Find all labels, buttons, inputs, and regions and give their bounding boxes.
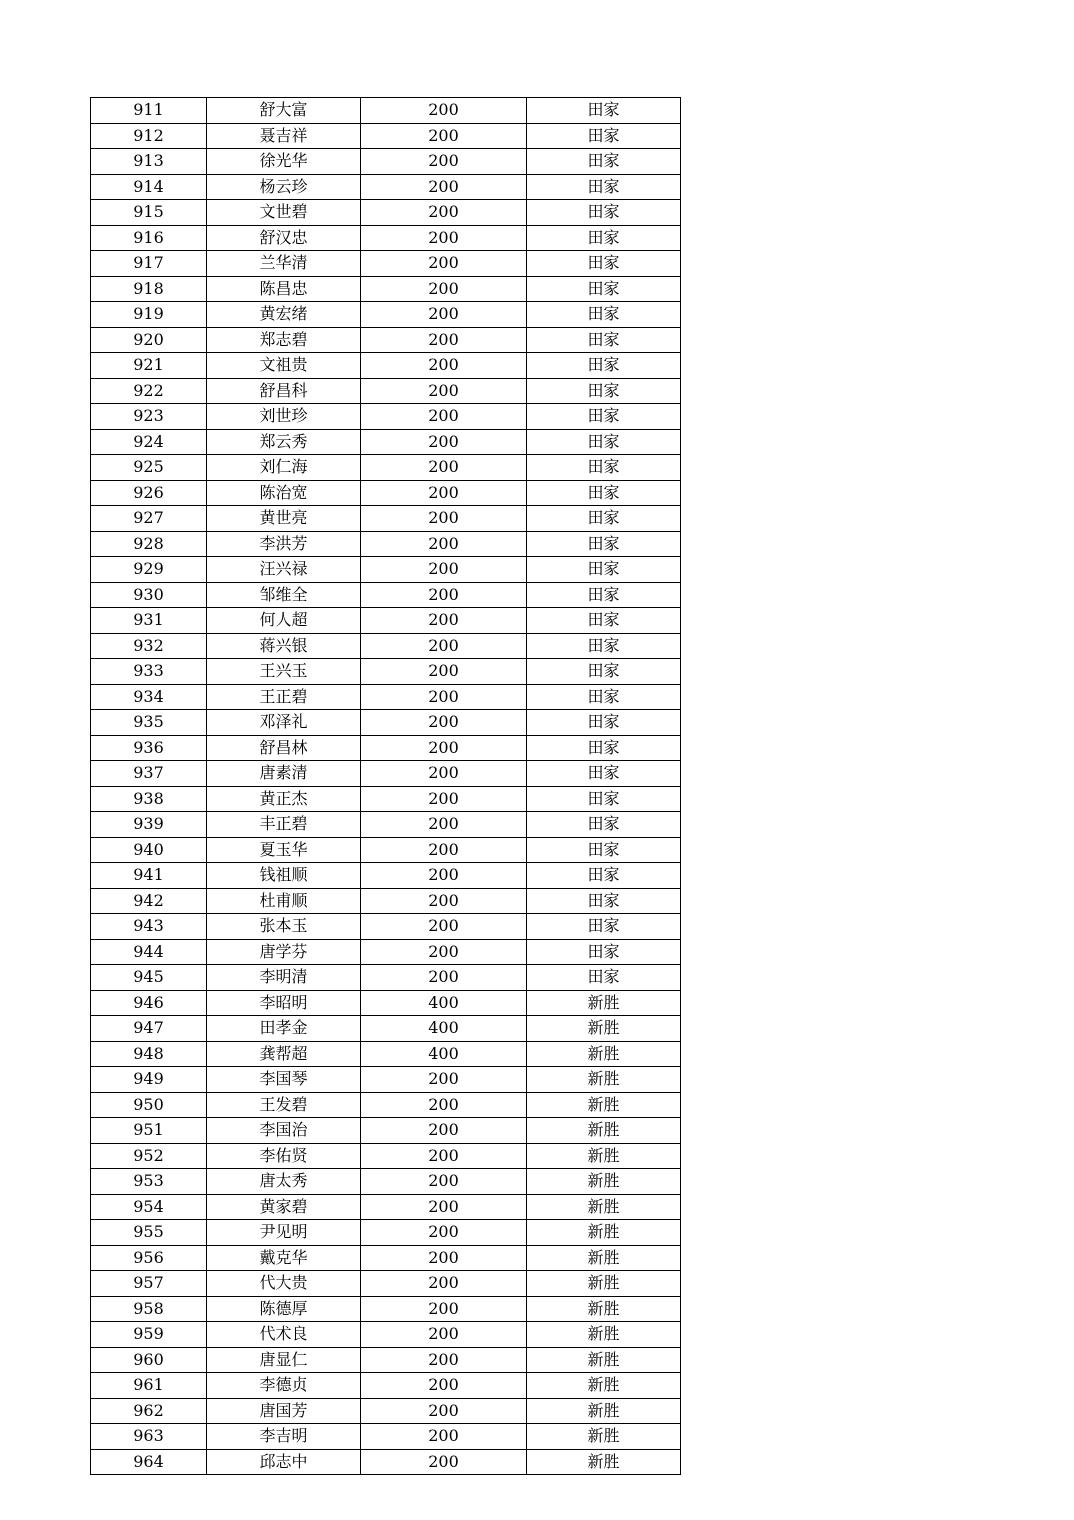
- cell-name: 汪兴禄: [207, 557, 361, 583]
- table-row: [91, 1143, 681, 1169]
- cell-village: 田家: [527, 455, 681, 481]
- cell-amount: 200: [361, 531, 527, 557]
- cell-number: 960: [91, 1347, 207, 1373]
- cell-village: 新胜: [527, 1424, 681, 1450]
- cell-number: 935: [91, 710, 207, 736]
- table-row: [91, 659, 681, 685]
- cell-village: 新胜: [527, 990, 681, 1016]
- cell-name: 舒昌科: [207, 378, 361, 404]
- table-row: [91, 1220, 681, 1246]
- cell-village: 田家: [527, 812, 681, 838]
- cell-amount: 200: [361, 1245, 527, 1271]
- cell-village: 新胜: [527, 1449, 681, 1475]
- cell-name: 陈治宽: [207, 480, 361, 506]
- cell-amount: 200: [361, 888, 527, 914]
- cell-amount: 200: [361, 786, 527, 812]
- cell-amount: 200: [361, 1271, 527, 1297]
- cell-amount: 200: [361, 455, 527, 481]
- cell-number: 961: [91, 1373, 207, 1399]
- cell-number: 943: [91, 914, 207, 940]
- cell-name: 唐太秀: [207, 1169, 361, 1195]
- table-row: [91, 1041, 681, 1067]
- cell-number: 921: [91, 353, 207, 379]
- cell-name: 代大贵: [207, 1271, 361, 1297]
- table-row: [91, 506, 681, 532]
- cell-village: 田家: [527, 659, 681, 685]
- cell-name: 丰正碧: [207, 812, 361, 838]
- cell-village: 新胜: [527, 1092, 681, 1118]
- table-row: [91, 965, 681, 991]
- cell-village: 田家: [527, 251, 681, 277]
- cell-amount: 200: [361, 378, 527, 404]
- cell-number: 954: [91, 1194, 207, 1220]
- cell-amount: 200: [361, 557, 527, 583]
- cell-village: 新胜: [527, 1347, 681, 1373]
- cell-number: 951: [91, 1118, 207, 1144]
- cell-name: 刘世珍: [207, 404, 361, 430]
- cell-village: 新胜: [527, 1041, 681, 1067]
- cell-village: 田家: [527, 837, 681, 863]
- cell-name: 聂吉祥: [207, 123, 361, 149]
- cell-number: 956: [91, 1245, 207, 1271]
- cell-name: 黄宏绪: [207, 302, 361, 328]
- table-row: [91, 225, 681, 251]
- cell-village: 田家: [527, 506, 681, 532]
- cell-amount: 200: [361, 302, 527, 328]
- table-row: [91, 939, 681, 965]
- cell-village: 田家: [527, 480, 681, 506]
- cell-village: 田家: [527, 123, 681, 149]
- cell-number: 962: [91, 1398, 207, 1424]
- cell-number: 953: [91, 1169, 207, 1195]
- cell-village: 田家: [527, 965, 681, 991]
- cell-name: 李德贞: [207, 1373, 361, 1399]
- cell-village: 田家: [527, 531, 681, 557]
- cell-number: 931: [91, 608, 207, 634]
- cell-amount: 200: [361, 123, 527, 149]
- cell-name: 陈德厚: [207, 1296, 361, 1322]
- cell-village: 田家: [527, 200, 681, 226]
- cell-amount: 200: [361, 735, 527, 761]
- cell-amount: 200: [361, 1322, 527, 1348]
- table-row: [91, 1092, 681, 1118]
- cell-amount: 200: [361, 659, 527, 685]
- cell-number: 952: [91, 1143, 207, 1169]
- cell-name: 李国治: [207, 1118, 361, 1144]
- cell-village: 田家: [527, 582, 681, 608]
- cell-name: 杜甫顺: [207, 888, 361, 914]
- cell-amount: 200: [361, 710, 527, 736]
- cell-name: 文世碧: [207, 200, 361, 226]
- cell-village: 新胜: [527, 1220, 681, 1246]
- data-table: [90, 97, 681, 1475]
- cell-amount: 200: [361, 863, 527, 889]
- cell-number: 917: [91, 251, 207, 277]
- cell-name: 龚帮超: [207, 1041, 361, 1067]
- cell-village: 新胜: [527, 1194, 681, 1220]
- table-row: [91, 582, 681, 608]
- table-row: [91, 1322, 681, 1348]
- cell-village: 田家: [527, 684, 681, 710]
- cell-number: 913: [91, 149, 207, 175]
- cell-number: 948: [91, 1041, 207, 1067]
- cell-village: 田家: [527, 710, 681, 736]
- cell-village: 新胜: [527, 1118, 681, 1144]
- cell-village: 新胜: [527, 1016, 681, 1042]
- cell-number: 915: [91, 200, 207, 226]
- cell-amount: 200: [361, 633, 527, 659]
- cell-name: 夏玉华: [207, 837, 361, 863]
- cell-amount: 200: [361, 327, 527, 353]
- cell-name: 王正碧: [207, 684, 361, 710]
- table-row: [91, 276, 681, 302]
- table-row: [91, 251, 681, 277]
- cell-name: 邹维全: [207, 582, 361, 608]
- cell-village: 田家: [527, 174, 681, 200]
- cell-amount: 200: [361, 1373, 527, 1399]
- cell-amount: 200: [361, 1424, 527, 1450]
- cell-name: 钱祖顺: [207, 863, 361, 889]
- cell-amount: 200: [361, 837, 527, 863]
- table-row: [91, 761, 681, 787]
- cell-village: 新胜: [527, 1296, 681, 1322]
- cell-name: 李佑贤: [207, 1143, 361, 1169]
- cell-amount: 400: [361, 1041, 527, 1067]
- cell-village: 田家: [527, 557, 681, 583]
- table-row: [91, 684, 681, 710]
- cell-number: 963: [91, 1424, 207, 1450]
- cell-name: 李洪芳: [207, 531, 361, 557]
- cell-number: 936: [91, 735, 207, 761]
- cell-name: 陈昌忠: [207, 276, 361, 302]
- table-row: [91, 608, 681, 634]
- cell-amount: 200: [361, 404, 527, 430]
- cell-number: 932: [91, 633, 207, 659]
- cell-amount: 200: [361, 200, 527, 226]
- cell-amount: 200: [361, 608, 527, 634]
- table-row: [91, 1169, 681, 1195]
- cell-name: 王发碧: [207, 1092, 361, 1118]
- table-row: [91, 302, 681, 328]
- table-row: [91, 174, 681, 200]
- cell-name: 张本玉: [207, 914, 361, 940]
- cell-name: 徐光华: [207, 149, 361, 175]
- cell-name: 舒大富: [207, 98, 361, 124]
- cell-amount: 200: [361, 1092, 527, 1118]
- cell-amount: 200: [361, 1347, 527, 1373]
- cell-number: 927: [91, 506, 207, 532]
- cell-name: 黄世亮: [207, 506, 361, 532]
- cell-village: 新胜: [527, 1373, 681, 1399]
- cell-amount: 200: [361, 1143, 527, 1169]
- cell-amount: 200: [361, 1118, 527, 1144]
- cell-village: 田家: [527, 98, 681, 124]
- cell-village: 田家: [527, 863, 681, 889]
- cell-number: 924: [91, 429, 207, 455]
- cell-village: 田家: [527, 429, 681, 455]
- cell-number: 919: [91, 302, 207, 328]
- cell-amount: 200: [361, 1220, 527, 1246]
- cell-amount: 200: [361, 98, 527, 124]
- cell-number: 941: [91, 863, 207, 889]
- cell-name: 李昭明: [207, 990, 361, 1016]
- cell-amount: 200: [361, 582, 527, 608]
- table-row: [91, 710, 681, 736]
- cell-number: 947: [91, 1016, 207, 1042]
- cell-amount: 200: [361, 684, 527, 710]
- cell-amount: 200: [361, 480, 527, 506]
- cell-amount: 200: [361, 914, 527, 940]
- cell-name: 蒋兴银: [207, 633, 361, 659]
- cell-village: 田家: [527, 353, 681, 379]
- cell-name: 李明清: [207, 965, 361, 991]
- cell-name: 邱志中: [207, 1449, 361, 1475]
- table-row: [91, 863, 681, 889]
- table-row: [91, 378, 681, 404]
- cell-number: 929: [91, 557, 207, 583]
- cell-name: 邓泽礼: [207, 710, 361, 736]
- cell-number: 938: [91, 786, 207, 812]
- cell-number: 912: [91, 123, 207, 149]
- cell-amount: 200: [361, 1067, 527, 1093]
- cell-amount: 200: [361, 812, 527, 838]
- cell-village: 田家: [527, 149, 681, 175]
- cell-number: 940: [91, 837, 207, 863]
- table-row: [91, 914, 681, 940]
- table-row: [91, 990, 681, 1016]
- table-row: [91, 888, 681, 914]
- cell-number: 945: [91, 965, 207, 991]
- table-row: [91, 200, 681, 226]
- table-row: [91, 1016, 681, 1042]
- cell-number: 928: [91, 531, 207, 557]
- table-row: [91, 1449, 681, 1475]
- table-row: [91, 1194, 681, 1220]
- cell-name: 唐学芬: [207, 939, 361, 965]
- cell-amount: 200: [361, 149, 527, 175]
- cell-amount: 400: [361, 990, 527, 1016]
- cell-name: 舒昌林: [207, 735, 361, 761]
- cell-amount: 200: [361, 965, 527, 991]
- cell-name: 文祖贵: [207, 353, 361, 379]
- cell-amount: 200: [361, 506, 527, 532]
- table-row: [91, 1067, 681, 1093]
- cell-amount: 200: [361, 1169, 527, 1195]
- cell-name: 戴克华: [207, 1245, 361, 1271]
- cell-village: 田家: [527, 327, 681, 353]
- table-row: [91, 1398, 681, 1424]
- table-row: [91, 1373, 681, 1399]
- cell-number: 946: [91, 990, 207, 1016]
- cell-name: 田孝金: [207, 1016, 361, 1042]
- cell-name: 黄正杰: [207, 786, 361, 812]
- cell-village: 田家: [527, 276, 681, 302]
- cell-number: 911: [91, 98, 207, 124]
- cell-amount: 200: [361, 276, 527, 302]
- table-row: [91, 812, 681, 838]
- cell-amount: 200: [361, 174, 527, 200]
- cell-number: 949: [91, 1067, 207, 1093]
- table-row: [91, 480, 681, 506]
- cell-name: 唐显仁: [207, 1347, 361, 1373]
- cell-name: 尹见明: [207, 1220, 361, 1246]
- cell-village: 田家: [527, 404, 681, 430]
- cell-name: 代术良: [207, 1322, 361, 1348]
- table-body: [91, 98, 681, 1475]
- table-row: [91, 353, 681, 379]
- cell-number: 918: [91, 276, 207, 302]
- table-row: [91, 429, 681, 455]
- cell-number: 930: [91, 582, 207, 608]
- cell-amount: 200: [361, 761, 527, 787]
- table-row: [91, 327, 681, 353]
- cell-amount: 200: [361, 251, 527, 277]
- cell-number: 944: [91, 939, 207, 965]
- cell-amount: 200: [361, 1449, 527, 1475]
- cell-number: 934: [91, 684, 207, 710]
- cell-name: 黄家碧: [207, 1194, 361, 1220]
- cell-name: 兰华清: [207, 251, 361, 277]
- table-row: [91, 1245, 681, 1271]
- cell-number: 914: [91, 174, 207, 200]
- cell-name: 唐素清: [207, 761, 361, 787]
- table-row: [91, 149, 681, 175]
- cell-village: 田家: [527, 225, 681, 251]
- cell-number: 958: [91, 1296, 207, 1322]
- cell-number: 925: [91, 455, 207, 481]
- cell-amount: 200: [361, 939, 527, 965]
- table-row: [91, 633, 681, 659]
- table-row: [91, 531, 681, 557]
- cell-village: 新胜: [527, 1067, 681, 1093]
- cell-amount: 200: [361, 429, 527, 455]
- cell-number: 923: [91, 404, 207, 430]
- cell-number: 942: [91, 888, 207, 914]
- cell-number: 959: [91, 1322, 207, 1348]
- cell-name: 何人超: [207, 608, 361, 634]
- cell-number: 955: [91, 1220, 207, 1246]
- cell-village: 新胜: [527, 1245, 681, 1271]
- cell-name: 舒汉忠: [207, 225, 361, 251]
- cell-name: 唐国芳: [207, 1398, 361, 1424]
- cell-village: 田家: [527, 735, 681, 761]
- table-row: [91, 98, 681, 124]
- cell-amount: 200: [361, 1398, 527, 1424]
- cell-number: 920: [91, 327, 207, 353]
- cell-amount: 200: [361, 225, 527, 251]
- cell-village: 新胜: [527, 1143, 681, 1169]
- cell-village: 田家: [527, 761, 681, 787]
- table-row: [91, 1424, 681, 1450]
- table-row: [91, 1296, 681, 1322]
- cell-village: 田家: [527, 786, 681, 812]
- cell-name: 郑云秀: [207, 429, 361, 455]
- cell-number: 939: [91, 812, 207, 838]
- table-row: [91, 404, 681, 430]
- table-row: [91, 1271, 681, 1297]
- table-row: [91, 123, 681, 149]
- cell-number: 964: [91, 1449, 207, 1475]
- cell-number: 922: [91, 378, 207, 404]
- cell-number: 926: [91, 480, 207, 506]
- cell-name: 郑志碧: [207, 327, 361, 353]
- table-row: [91, 1347, 681, 1373]
- cell-name: 杨云珍: [207, 174, 361, 200]
- cell-village: 田家: [527, 302, 681, 328]
- cell-name: 李吉明: [207, 1424, 361, 1450]
- cell-name: 王兴玉: [207, 659, 361, 685]
- cell-number: 933: [91, 659, 207, 685]
- table-row: [91, 735, 681, 761]
- cell-village: 田家: [527, 633, 681, 659]
- cell-village: 新胜: [527, 1398, 681, 1424]
- cell-village: 新胜: [527, 1169, 681, 1195]
- cell-amount: 200: [361, 1194, 527, 1220]
- cell-number: 950: [91, 1092, 207, 1118]
- cell-village: 田家: [527, 939, 681, 965]
- cell-name: 李国琴: [207, 1067, 361, 1093]
- table-row: [91, 455, 681, 481]
- cell-village: 田家: [527, 608, 681, 634]
- cell-village: 田家: [527, 378, 681, 404]
- table-row: [91, 837, 681, 863]
- cell-amount: 200: [361, 1296, 527, 1322]
- table-row: [91, 1118, 681, 1144]
- cell-number: 916: [91, 225, 207, 251]
- table-row: [91, 786, 681, 812]
- cell-village: 新胜: [527, 1271, 681, 1297]
- cell-village: 新胜: [527, 1322, 681, 1348]
- cell-village: 田家: [527, 914, 681, 940]
- cell-number: 937: [91, 761, 207, 787]
- cell-amount: 200: [361, 353, 527, 379]
- cell-name: 刘仁海: [207, 455, 361, 481]
- table-row: [91, 557, 681, 583]
- cell-amount: 400: [361, 1016, 527, 1042]
- cell-village: 田家: [527, 888, 681, 914]
- cell-number: 957: [91, 1271, 207, 1297]
